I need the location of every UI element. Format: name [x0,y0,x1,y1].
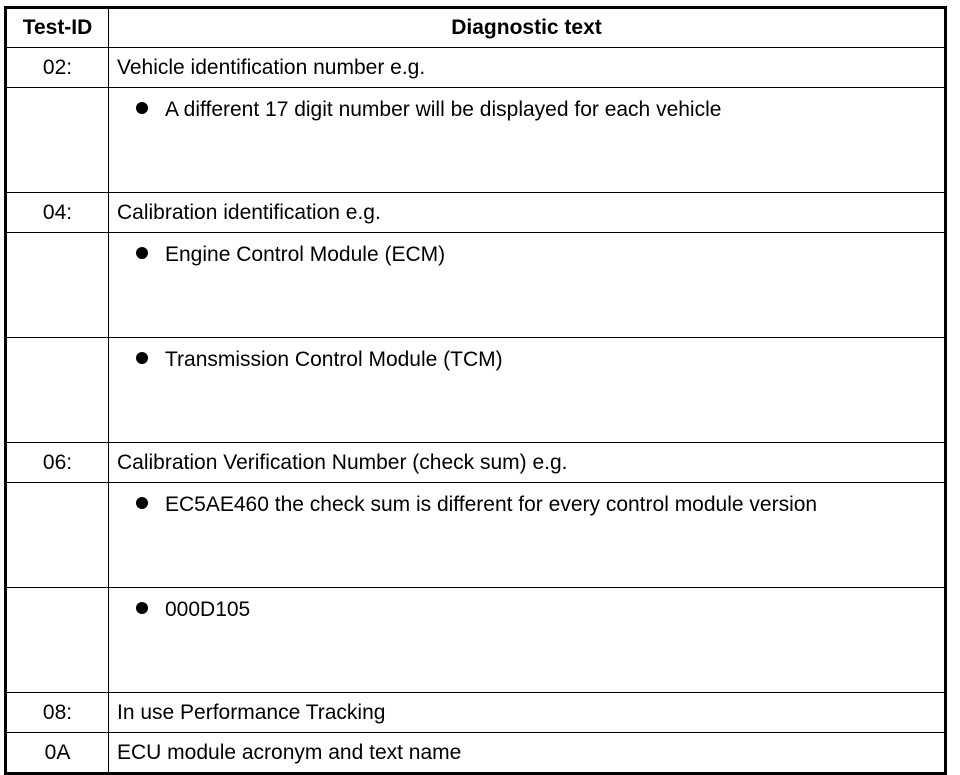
diagnostic-text-cell: Calibration Verification Number (check sum) e.g. [109,443,946,483]
bullet-icon [136,102,148,114]
diagnostic-text-cell: Calibration identification e.g. [109,193,946,233]
table-row [6,693,946,733]
bullet-text: Engine Control Module (ECM) [165,243,446,266]
diagnostic-table [4,6,947,775]
test-id-cell: 02: [6,48,109,88]
bullet-cell [109,338,946,443]
bullet-text: 000D105 [165,598,251,621]
test-id-cell: 06: [6,443,109,483]
header-row [6,8,946,48]
diagnostic-text-cell: In use Performance Tracking [109,693,946,733]
table-row [6,88,946,193]
test-id-cell [6,233,109,338]
table-row [6,588,946,693]
bullet-icon [136,247,148,259]
diagnostic-text-cell: ECU module acronym and text name [109,733,946,774]
test-id-cell: 04: [6,193,109,233]
table-row [6,338,946,443]
test-id-cell [6,588,109,693]
bullet-cell [109,588,946,693]
test-id-cell [6,88,109,193]
bullet-text: Transmission Control Module (TCM) [165,348,503,371]
test-id-cell [6,483,109,588]
table-row [6,483,946,588]
test-id-cell: 0A [6,733,109,774]
table-row [6,443,946,483]
bullet-icon [136,352,148,364]
table-row [6,733,946,774]
bullet-cell [109,483,946,588]
bullet-text: EC5AE460 the check sum is different for every control module version [165,493,818,516]
table-row [6,193,946,233]
header-test-id: Test-ID [6,8,109,48]
bullet-cell [109,233,946,338]
table-row [6,48,946,88]
bullet-icon [136,497,148,509]
diagnostic-text-cell: Vehicle identification number e.g. [109,48,946,88]
test-id-cell [6,338,109,443]
bullet-text: A different 17 digit number will be displayed for each vehicle [165,98,722,121]
header-diagnostic-text: Diagnostic text [109,8,946,48]
table-row [6,233,946,338]
test-id-cell: 08: [6,693,109,733]
bullet-icon [136,602,148,614]
bullet-cell [109,88,946,193]
